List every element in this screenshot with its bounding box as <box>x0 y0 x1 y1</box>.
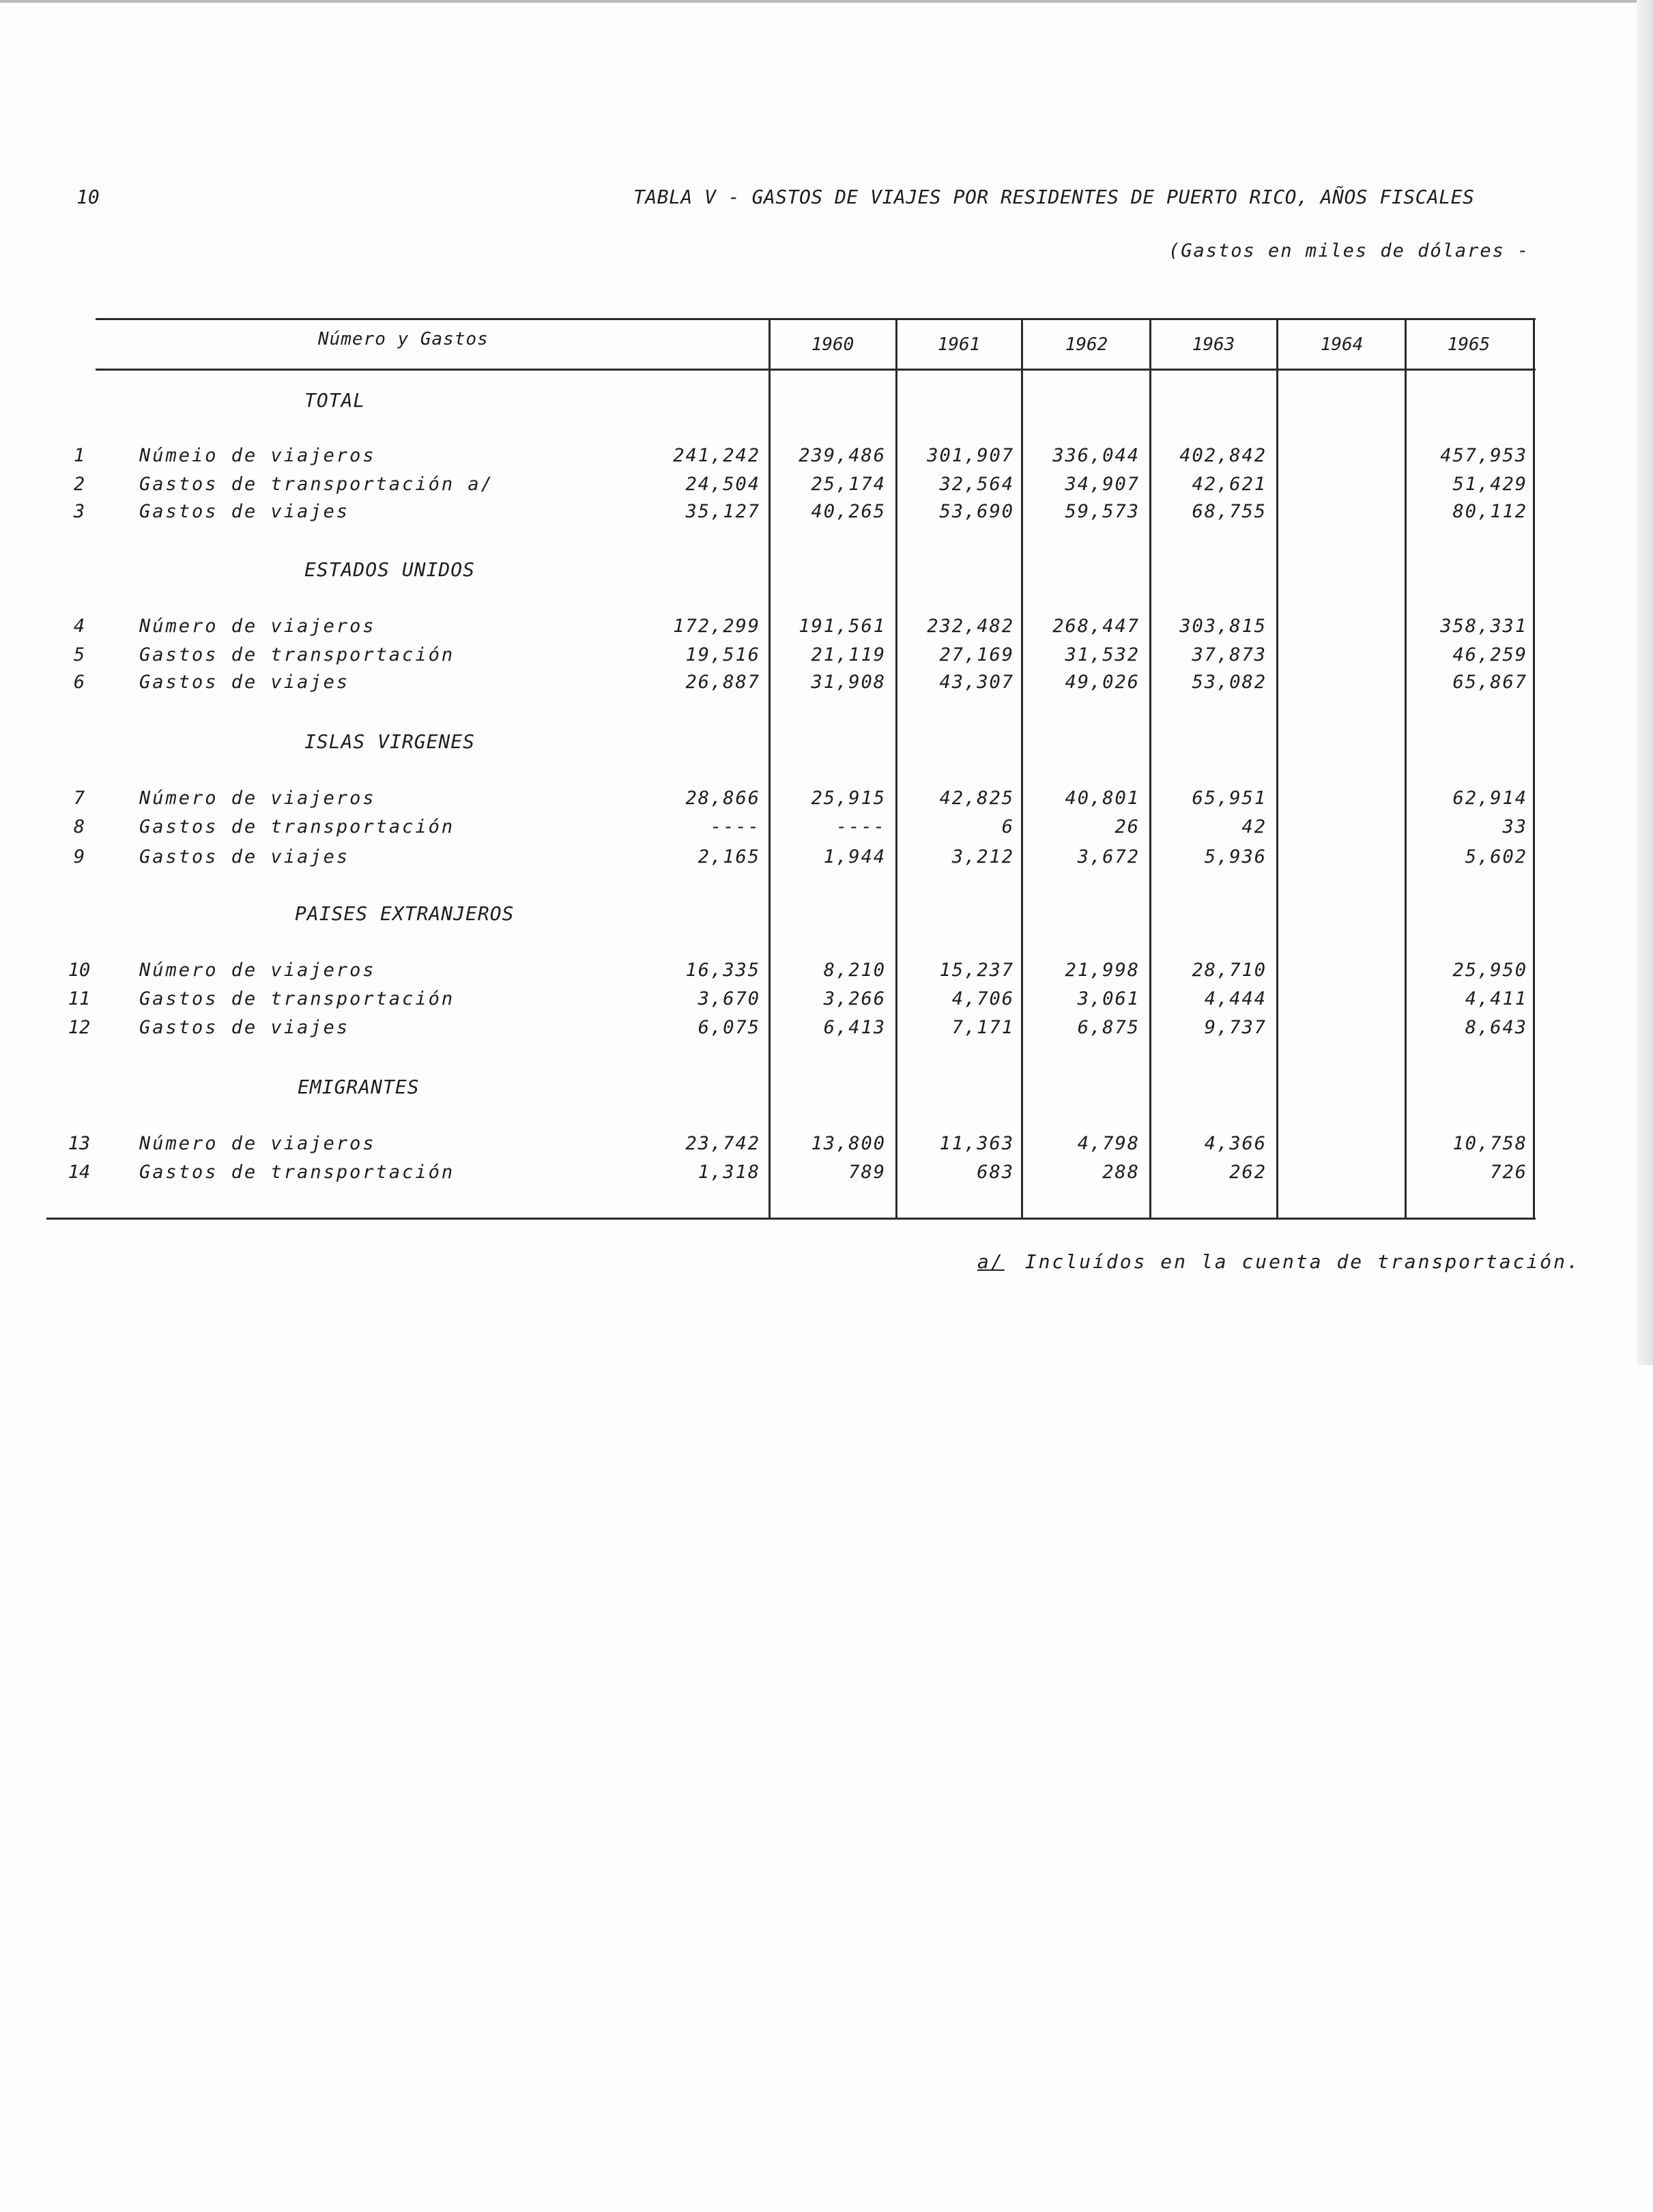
cell-1963: 40,801 <box>1065 788 1140 809</box>
cell-1964: 262 <box>1229 1162 1267 1183</box>
cell-1960: 26,887 <box>685 672 760 693</box>
year-header-1960: 1960 <box>811 334 854 355</box>
cell-1965: 80,112 <box>1452 501 1527 522</box>
cell-1962: 6 <box>1001 816 1014 837</box>
cell-1960: 6,075 <box>698 1017 760 1038</box>
cell-1964: 4,444 <box>1204 988 1267 1009</box>
cell-1961: 6,413 <box>823 1017 886 1038</box>
cell-1961: 239,486 <box>799 445 886 466</box>
row-number: 10 <box>68 960 91 981</box>
cell-1963: 49,026 <box>1065 672 1140 693</box>
cell-1960: 172,299 <box>673 616 760 637</box>
cell-1963: 59,573 <box>1065 501 1140 522</box>
cell-1961: 31,908 <box>811 672 886 693</box>
cell-1963: 336,044 <box>1052 445 1140 466</box>
cell-1961: 789 <box>848 1162 886 1183</box>
cell-1960: 35,127 <box>685 501 760 522</box>
row-number: 6 <box>73 672 85 693</box>
row-label: Gastos de viajes <box>139 846 350 867</box>
cell-1960: 1,318 <box>698 1162 760 1183</box>
row-label: Número de viajeros <box>139 1133 376 1154</box>
cell-1964: 303,815 <box>1179 616 1267 637</box>
row-number: 2 <box>73 474 85 495</box>
page-number: 10 <box>76 186 100 208</box>
cell-1965: 4,411 <box>1465 988 1527 1009</box>
cell-1960: 16,335 <box>685 960 760 981</box>
year-header-1963: 1963 <box>1192 334 1235 355</box>
year-header-1962: 1962 <box>1065 334 1108 355</box>
table-row <box>0 1133 1653 1160</box>
cell-1963: 4,798 <box>1077 1133 1140 1154</box>
cell-1961: 8,210 <box>823 960 886 981</box>
cell-1963: 268,447 <box>1052 616 1140 637</box>
table-row <box>0 1017 1653 1044</box>
row-number: 11 <box>68 988 91 1009</box>
table-header-rule <box>96 369 1536 371</box>
cell-1964: 42,621 <box>1192 474 1267 495</box>
cell-1961: 13,800 <box>811 1133 886 1154</box>
row-number: 7 <box>73 788 85 809</box>
cell-1965: 33 <box>1502 816 1527 837</box>
cell-1960: 19,516 <box>685 644 760 665</box>
cell-1962: 4,706 <box>951 988 1014 1009</box>
cell-1961: 25,915 <box>811 788 886 809</box>
cell-1962: 27,169 <box>939 644 1014 665</box>
cell-1962: 301,907 <box>927 445 1014 466</box>
table-top-rule <box>96 318 1536 320</box>
cell-1965: 51,429 <box>1452 474 1527 495</box>
table-row <box>0 474 1653 501</box>
cell-1963: 34,907 <box>1065 474 1140 495</box>
row-number: 8 <box>73 816 85 837</box>
table-row <box>0 501 1653 528</box>
section-heading-total: TOTAL <box>304 389 366 412</box>
cell-1964: 9,737 <box>1204 1017 1267 1038</box>
cell-1965: 10,758 <box>1452 1133 1527 1154</box>
cell-1961: 21,119 <box>811 644 886 665</box>
cell-1962: 53,690 <box>939 501 1014 522</box>
row-label: Número de viajeros <box>139 960 376 981</box>
row-label: Gastos de viajes <box>139 501 350 522</box>
cell-1962: 43,307 <box>939 672 1014 693</box>
table-row <box>0 445 1653 472</box>
cell-1964: 28,710 <box>1192 960 1267 981</box>
cell-1964: 37,873 <box>1192 644 1267 665</box>
table-row <box>0 788 1653 815</box>
cell-1964: 402,842 <box>1179 445 1267 466</box>
section-heading-islas-virgenes: ISLAS VIRGENES <box>304 730 476 753</box>
row-number: 4 <box>73 616 85 637</box>
row-label: Número de viajeros <box>139 616 376 637</box>
cell-1963: 6,875 <box>1077 1017 1140 1038</box>
cell-1964: 68,755 <box>1192 501 1267 522</box>
section-heading-paises-extranjeros: PAISES EXTRANJEROS <box>295 902 515 925</box>
cell-1963: 31,532 <box>1065 644 1140 665</box>
cell-1965: 358,331 <box>1440 616 1527 637</box>
table-bottom-rule <box>46 1218 1536 1220</box>
cell-1962: 232,482 <box>927 616 1014 637</box>
row-label: Gastos de viajes <box>139 1017 350 1038</box>
year-header-1965: 1965 <box>1447 334 1491 355</box>
cell-1965: 46,259 <box>1452 644 1527 665</box>
cell-1965: 62,914 <box>1452 788 1527 809</box>
footnote-text: Incluídos en la cuenta de transportación. <box>1024 1250 1581 1273</box>
cell-1961: ---- <box>835 816 886 837</box>
cell-1964: 42 <box>1241 816 1267 837</box>
row-label: Gastos de transportación <box>139 1162 455 1183</box>
footnote <box>977 1250 1581 1273</box>
cell-1965: 726 <box>1490 1162 1527 1183</box>
footnote-marker: a/ <box>977 1250 1005 1273</box>
row-number: 14 <box>68 1162 91 1183</box>
table-subtitle: (Gastos en miles de dólares - <box>1168 240 1530 261</box>
row-label: Número de viajeros <box>139 788 376 809</box>
cell-1960: 28,866 <box>685 788 760 809</box>
row-number: 1 <box>73 445 85 466</box>
header-label: Número y Gastos <box>318 329 489 349</box>
row-number: 3 <box>73 501 85 522</box>
cell-1961: 40,265 <box>811 501 886 522</box>
table-row <box>0 960 1653 987</box>
table-title: TABLA V - GASTOS DE VIAJES POR RESIDENTES DE PUERTO RICO, AÑOS FISCALES <box>633 186 1475 208</box>
cell-1965: 25,950 <box>1452 960 1527 981</box>
cell-1962: 42,825 <box>939 788 1014 809</box>
cell-1960: ---- <box>710 816 760 837</box>
cell-1964: 5,936 <box>1204 846 1267 867</box>
table-row <box>0 616 1653 643</box>
cell-1962: 683 <box>977 1162 1014 1183</box>
row-label: Gastos de transportación a/ <box>139 474 494 495</box>
cell-1962: 11,363 <box>939 1133 1014 1154</box>
cell-1963: 21,998 <box>1065 960 1140 981</box>
row-label: Gastos de viajes <box>139 672 350 693</box>
row-number: 13 <box>68 1133 91 1154</box>
row-number: 12 <box>68 1017 91 1038</box>
table-row <box>0 988 1653 1016</box>
cell-1965: 65,867 <box>1452 672 1527 693</box>
cell-1960: 23,742 <box>685 1133 760 1154</box>
cell-1965: 8,643 <box>1465 1017 1527 1038</box>
cell-1961: 25,174 <box>811 474 886 495</box>
cell-1964: 65,951 <box>1192 788 1267 809</box>
cell-1963: 3,672 <box>1077 846 1140 867</box>
table-row <box>0 816 1653 844</box>
cell-1964: 4,366 <box>1204 1133 1267 1154</box>
cell-1963: 26 <box>1115 816 1140 837</box>
cell-1962: 7,171 <box>951 1017 1014 1038</box>
cell-1960: 241,242 <box>673 445 760 466</box>
table-row <box>0 846 1653 874</box>
year-header-1964: 1964 <box>1320 334 1364 355</box>
table-row <box>0 644 1653 672</box>
section-heading-estados-unidos: ESTADOS UNIDOS <box>304 558 476 581</box>
cell-1965: 5,602 <box>1465 846 1527 867</box>
row-label: Gastos de transportación <box>139 816 455 837</box>
cell-1962: 32,564 <box>939 474 1014 495</box>
year-header-1961: 1961 <box>937 334 981 355</box>
row-number: 9 <box>73 846 85 867</box>
row-number: 5 <box>73 644 85 665</box>
cell-1961: 3,266 <box>823 988 886 1009</box>
cell-1963: 288 <box>1102 1162 1140 1183</box>
cell-1965: 457,953 <box>1440 445 1527 466</box>
row-label: Númeio de viajeros <box>139 445 376 466</box>
cell-1964: 53,082 <box>1192 672 1267 693</box>
section-heading-emigrantes: EMIGRANTES <box>298 1076 420 1098</box>
page-top-edge <box>0 0 1653 3</box>
cell-1960: 2,165 <box>698 846 760 867</box>
cell-1963: 3,061 <box>1077 988 1140 1009</box>
table-row <box>0 1162 1653 1189</box>
cell-1962: 3,212 <box>951 846 1014 867</box>
cell-1960: 24,504 <box>685 474 760 495</box>
cell-1962: 15,237 <box>939 960 1014 981</box>
row-label: Gastos de transportación <box>139 988 455 1009</box>
row-label: Gastos de transportación <box>139 644 455 665</box>
cell-1961: 1,944 <box>823 846 886 867</box>
table-row <box>0 672 1653 699</box>
cell-1961: 191,561 <box>799 616 886 637</box>
cell-1960: 3,670 <box>698 988 760 1009</box>
